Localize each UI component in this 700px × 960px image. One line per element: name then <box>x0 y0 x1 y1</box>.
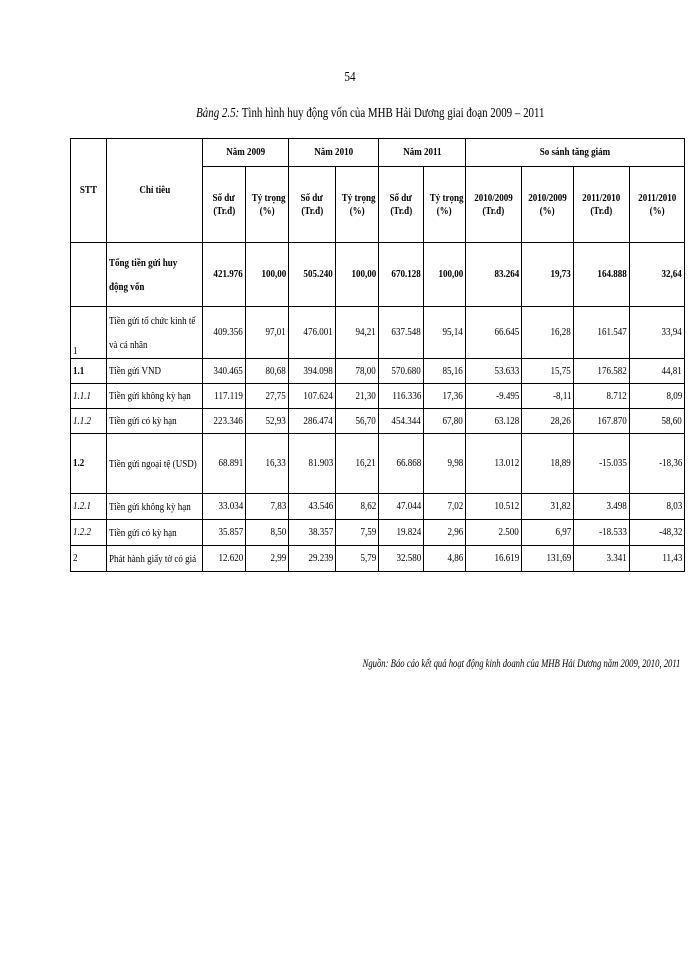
header-so-du-2009: Số dư (Tr.đ) <box>203 167 246 243</box>
row-value: 637.548 <box>379 307 424 359</box>
row-label: Tổng tiền gửi huy động vốn <box>107 243 203 307</box>
row-value: 8,50 <box>246 520 289 546</box>
row-label: Phát hành giấy tờ có giá <box>107 546 203 572</box>
header-ty-trong-2010: Tỷ trọng (%) <box>336 167 379 243</box>
row-value: 116.336 <box>379 384 424 409</box>
row-value: 16,33 <box>246 434 289 494</box>
row-value: 161.547 <box>574 307 630 359</box>
header-compare-3: 2011/2010 (Tr.đ) <box>574 167 630 243</box>
row-stt: 1.2.2 <box>71 520 107 546</box>
row-value: 107.624 <box>289 384 336 409</box>
row-value: 29.239 <box>289 546 336 572</box>
row-label: Tiền gửi có kỳ hạn <box>107 409 203 434</box>
row-value: 15,75 <box>522 359 574 384</box>
row-value: 10.512 <box>466 494 522 520</box>
row-value: 454.344 <box>379 409 424 434</box>
header-compare: So sánh tăng giảm <box>466 139 685 167</box>
table-caption <box>70 106 670 122</box>
row-value: 33,94 <box>630 307 685 359</box>
row-label: Tiền gửi tổ chức kinh tế và cá nhân <box>107 307 203 359</box>
row-value: 9,98 <box>424 434 466 494</box>
row-value: -9.495 <box>466 384 522 409</box>
table-row <box>71 434 685 494</box>
row-stt: 1.1.2 <box>71 409 107 434</box>
row-value: 85,16 <box>424 359 466 384</box>
row-value: 28,26 <box>522 409 574 434</box>
row-stt: 1.1.1 <box>71 384 107 409</box>
header-ty-trong-2009: Tỷ trọng (%) <box>246 167 289 243</box>
row-stt: 1 <box>71 307 107 359</box>
row-value: 83.264 <box>466 243 522 307</box>
row-value: 8,03 <box>630 494 685 520</box>
row-value: 100,00 <box>336 243 379 307</box>
row-value: 8,62 <box>336 494 379 520</box>
row-value: 12.620 <box>203 546 246 572</box>
row-value: -18,36 <box>630 434 685 494</box>
header-row-years <box>71 139 685 167</box>
row-stt: 2 <box>71 546 107 572</box>
row-value: 16,28 <box>522 307 574 359</box>
row-value: 56,70 <box>336 409 379 434</box>
header-compare-4: 2011/2010 (%) <box>630 167 685 243</box>
row-value: 95,14 <box>424 307 466 359</box>
table-row <box>71 520 685 546</box>
row-value: 67,80 <box>424 409 466 434</box>
row-value: 3.341 <box>574 546 630 572</box>
row-label: Tiền gửi VND <box>107 359 203 384</box>
row-value: 94,21 <box>336 307 379 359</box>
row-value: 164.888 <box>574 243 630 307</box>
row-value: 409.356 <box>203 307 246 359</box>
row-value: -18.533 <box>574 520 630 546</box>
row-value: 13.012 <box>466 434 522 494</box>
row-value: 16.619 <box>466 546 522 572</box>
row-value: 4,86 <box>424 546 466 572</box>
table-row <box>71 243 685 307</box>
row-label: Tiền gửi không kỳ hạn <box>107 384 203 409</box>
header-ty-trong-2011: Tỷ trọng (%) <box>424 167 466 243</box>
row-label: Tiền gửi ngoại tệ (USD) <box>107 434 203 494</box>
row-value: 78,00 <box>336 359 379 384</box>
row-value: 8,09 <box>630 384 685 409</box>
row-value: 2,96 <box>424 520 466 546</box>
row-value: 2,99 <box>246 546 289 572</box>
page-number: 54 <box>344 70 356 85</box>
header-year-2009: Năm 2009 <box>203 139 289 167</box>
header-year-2010: Năm 2010 <box>289 139 379 167</box>
row-value: 570.680 <box>379 359 424 384</box>
row-value: 5,79 <box>336 546 379 572</box>
row-stt <box>71 243 107 307</box>
row-stt: 1.1 <box>71 359 107 384</box>
table-row <box>71 307 685 359</box>
row-value: 223.346 <box>203 409 246 434</box>
row-value: 7,83 <box>246 494 289 520</box>
row-value: -48,32 <box>630 520 685 546</box>
row-value: 97,01 <box>246 307 289 359</box>
header-compare-2: 2010/2009 (%) <box>522 167 574 243</box>
row-value: 7,59 <box>336 520 379 546</box>
row-label: Tiền gửi không kỳ hạn <box>107 494 203 520</box>
row-value: 19,73 <box>522 243 574 307</box>
row-value: 505.240 <box>289 243 336 307</box>
table-row <box>71 546 685 572</box>
row-value: 6,97 <box>522 520 574 546</box>
row-value: 80,68 <box>246 359 289 384</box>
row-value: 66.645 <box>466 307 522 359</box>
row-value: 421.976 <box>203 243 246 307</box>
row-value: 35.857 <box>203 520 246 546</box>
row-value: 100,00 <box>424 243 466 307</box>
row-value: 340.465 <box>203 359 246 384</box>
row-value: 100,00 <box>246 243 289 307</box>
row-value: 176.582 <box>574 359 630 384</box>
row-value: 32.580 <box>379 546 424 572</box>
table-row <box>71 409 685 434</box>
row-value: 17,36 <box>424 384 466 409</box>
row-value: 286.474 <box>289 409 336 434</box>
header-so-du-2011: Số dư (Tr.đ) <box>379 167 424 243</box>
row-value: 81.903 <box>289 434 336 494</box>
row-value: 38.357 <box>289 520 336 546</box>
header-stt: STT <box>71 139 107 243</box>
row-value: 16,21 <box>336 434 379 494</box>
row-value: 18,89 <box>522 434 574 494</box>
row-value: 476.001 <box>289 307 336 359</box>
row-value: 63.128 <box>466 409 522 434</box>
row-value: 53.633 <box>466 359 522 384</box>
header-compare-1: 2010/2009 (Tr.đ) <box>466 167 522 243</box>
table-row <box>71 384 685 409</box>
row-value: 68.891 <box>203 434 246 494</box>
caption-title: Tình hình huy động vốn của MHB Hải Dương giai đoạn 2009 – 2011 <box>241 106 545 121</box>
header-so-du-2010: Số dư (Tr.đ) <box>289 167 336 243</box>
row-value: 117.119 <box>203 384 246 409</box>
row-value: 8.712 <box>574 384 630 409</box>
row-value: -8,11 <box>522 384 574 409</box>
row-value: 131,69 <box>522 546 574 572</box>
row-value: 33.034 <box>203 494 246 520</box>
row-value: 670.128 <box>379 243 424 307</box>
table-row <box>71 494 685 520</box>
row-value: 19.824 <box>379 520 424 546</box>
row-value: 52,93 <box>246 409 289 434</box>
row-value: 7,02 <box>424 494 466 520</box>
row-value: 3.498 <box>574 494 630 520</box>
row-stt: 1.2.1 <box>71 494 107 520</box>
table-row <box>71 359 685 384</box>
row-value: 21,30 <box>336 384 379 409</box>
row-label: Tiền gửi có kỳ hạn <box>107 520 203 546</box>
capital-mobilization-table <box>70 138 685 572</box>
row-value: 31,82 <box>522 494 574 520</box>
row-value: 167.870 <box>574 409 630 434</box>
row-value: 47.044 <box>379 494 424 520</box>
row-value: 11,43 <box>630 546 685 572</box>
caption-label: Bảng 2.5: <box>195 106 239 121</box>
source-note: Nguồn: Báo cáo kết quả hoạt động kinh doanh của MHB Hải Dương năm 2009, 2010, 2011 <box>362 656 680 670</box>
row-value: 43.546 <box>289 494 336 520</box>
header-year-2011: Năm 2011 <box>379 139 466 167</box>
row-value: 394.098 <box>289 359 336 384</box>
row-value: 66.868 <box>379 434 424 494</box>
row-value: 32,64 <box>630 243 685 307</box>
row-value: 58,60 <box>630 409 685 434</box>
row-value: 44,81 <box>630 359 685 384</box>
row-value: 2.500 <box>466 520 522 546</box>
header-chi-tieu: Chỉ tiêu <box>107 139 203 243</box>
row-value: 27,75 <box>246 384 289 409</box>
row-stt: 1.2 <box>71 434 107 494</box>
row-value: -15.035 <box>574 434 630 494</box>
